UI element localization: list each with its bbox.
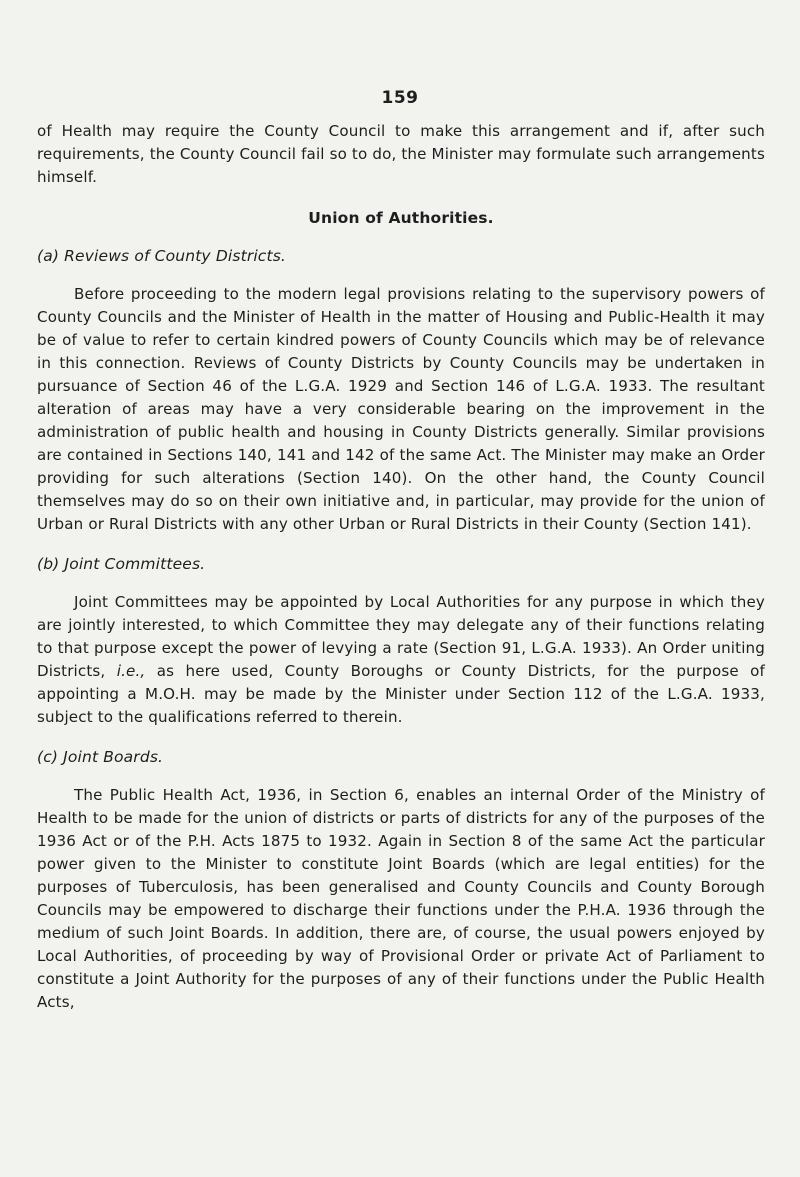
subsection-a-heading xyxy=(37,245,765,268)
subsection-b-title: Joint Committees. xyxy=(64,555,206,573)
opening-paragraph: of Health may require the County Council to make this arrangement and if, after such requirements, the County Council fail so to do, the Minister may formulate such arrangements himself. xyxy=(37,122,765,186)
subsection-c-marker: (c) xyxy=(37,748,59,766)
subsection-a-body: Before proceeding to the modern legal provisions relating to the supervisory powers of County Councils and the Minister of Health in the matter of Housing and Public-Health it may be of value to refer to certain kindred powers of County Councils which may be of relevance in this connection. Reviews of County Districts by County Councils may be undertaken in pursuance of Section 46 of the L.G.A. 1929 and Section 146 of L.G.A. 1933. The resultant alteration of areas may have a very considerable bearing on the improvement in the administration of public health and housing in County Districts generally. Similar provisions are contained in Sections 140, 141 and 142 of the same Act. The Minister may make an Order providing for such alterations (Section 140). On the other hand, the County Council themselves may do so on their own initiative and, in particular, may provide for the union of Urban or Rural Districts with any other Urban or Rural Districts in their County (Section 141). xyxy=(37,285,765,533)
page-number: 159 xyxy=(381,88,419,108)
subsection-b-body-part2: as here used, County Boroughs or County Districts, for the purpose of appointing a M.O.H. may be made by the Minister under Section 112 of the L.G.A. 1933, subject to the qualifications referred to therein. xyxy=(37,662,765,726)
subsection-c-heading xyxy=(37,746,765,769)
page-content xyxy=(37,120,765,1014)
subsection-c-title: Joint Boards. xyxy=(63,748,164,766)
subsection-a-title: Reviews of County Districts. xyxy=(64,247,286,265)
subsection-b-body-italic: i.e., xyxy=(116,662,146,680)
subsection-b-marker: (b) xyxy=(37,555,60,573)
subsection-a-marker: (a) xyxy=(37,247,60,265)
section-heading: Union of Authorities. xyxy=(308,209,494,227)
subsection-b-body-part1: Joint Committees may be appointed by Local Authorities for any purpose in which they are jointly interested, to which Committee they may delegate any of their functions relating to that purpose except the power of levying a rate (Section 91, L.G.A. 1933). An Order uniting Districts, xyxy=(37,593,765,680)
subsection-b-heading xyxy=(37,553,765,576)
subsection-b-body xyxy=(37,591,765,729)
subsection-c-body: The Public Health Act, 1936, in Section 6, enables an internal Order of the Ministry of Health to be made for the union of districts or parts of districts for any of the purposes of the 1936 Act or of the P.H. Acts 1875 to 1932. Again in Section 8 of the same Act the particular power given to the Minister to constitute Joint Boards (which are legal entities) for the purposes of Tuberculosis, has been generalised and County Councils and County Borough Councils may be empowered to discharge their functions under the P.H.A. 1936 through the medium of such Joint Boards. In addition, there are, of course, the usual powers enjoyed by Local Authorities, of proceeding by way of Provisional Order or private Act of Parliament to constitute a Joint Authority for the purposes of any of their functions under the Public Health Acts, xyxy=(37,786,765,1011)
